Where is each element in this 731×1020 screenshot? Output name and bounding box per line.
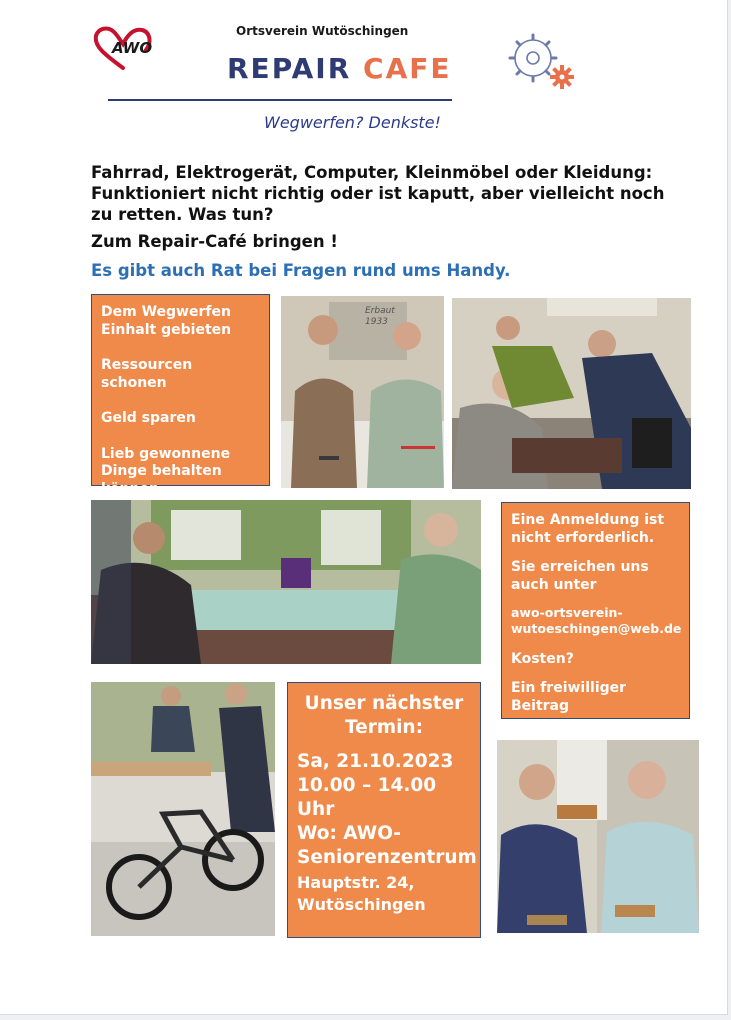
gear-icon	[504, 30, 580, 94]
kosten-answer: Ein freiwilliger Beitrag	[511, 680, 627, 714]
awo-heart-logo	[92, 24, 154, 74]
benefits-box	[91, 294, 270, 497]
photo-coffee	[497, 740, 699, 933]
info-box	[501, 502, 690, 719]
kosten-question: Kosten?	[511, 651, 574, 667]
termin-town: Wutöschingen	[297, 895, 426, 914]
intro-bring: Zum Repair-Café bringen !	[91, 232, 338, 251]
benefit-item: Ressourcen schonen	[101, 357, 193, 391]
contact-text: Sie erreichen uns auch unter	[511, 559, 649, 593]
title-repair: REPAIR	[227, 52, 352, 85]
termin-date: Sa, 21.10.2023	[297, 751, 454, 772]
termin-street: Hauptstr. 24,	[297, 873, 415, 892]
benefit-item: Geld sparen	[101, 410, 196, 426]
intro-handy: Es gibt auch Rat bei Fragen rund ums Handy.	[91, 261, 511, 280]
awo-logo-text: AWO	[112, 39, 153, 57]
termin-box	[287, 682, 481, 938]
intro-text: Fahrrad, Elektrogerät, Computer, Kleinmöbel oder Kleidung: Funktioniert nicht richtig oder ist kaputt, aber vielleicht noch zu retten. Was tun?	[91, 163, 665, 224]
termin-time: 10.00 – 14.00 Uhr	[297, 775, 437, 820]
termin-place: Wo: AWO-Seniorenzentrum	[297, 823, 477, 868]
photo-workshop	[452, 298, 691, 489]
termin-heading: Unser nächster Termin:	[304, 693, 464, 738]
photo-volunteers	[281, 296, 444, 488]
org-name: Ortsverein Wutöschingen	[236, 24, 409, 38]
page-title	[227, 52, 452, 85]
photo-sign-text: Erbaut 1933	[365, 306, 395, 327]
photo-sewing	[91, 500, 481, 664]
header-rule	[108, 99, 452, 101]
tagline: Wegwerfen? Denkste!	[264, 113, 441, 132]
anmeldung-text: Eine Anmeldung ist nicht erforderlich.	[511, 512, 665, 546]
benefit-item: Lieb gewonnene Dinge behalten können	[101, 445, 231, 497]
photo-bicycle	[91, 682, 275, 936]
email-link[interactable]: awo-ortsverein-wutoeschingen@web.de	[511, 605, 682, 636]
title-cafe: CAFE	[363, 52, 452, 85]
benefit-item: Dem Wegwerfen Einhalt gebieten	[101, 304, 232, 338]
